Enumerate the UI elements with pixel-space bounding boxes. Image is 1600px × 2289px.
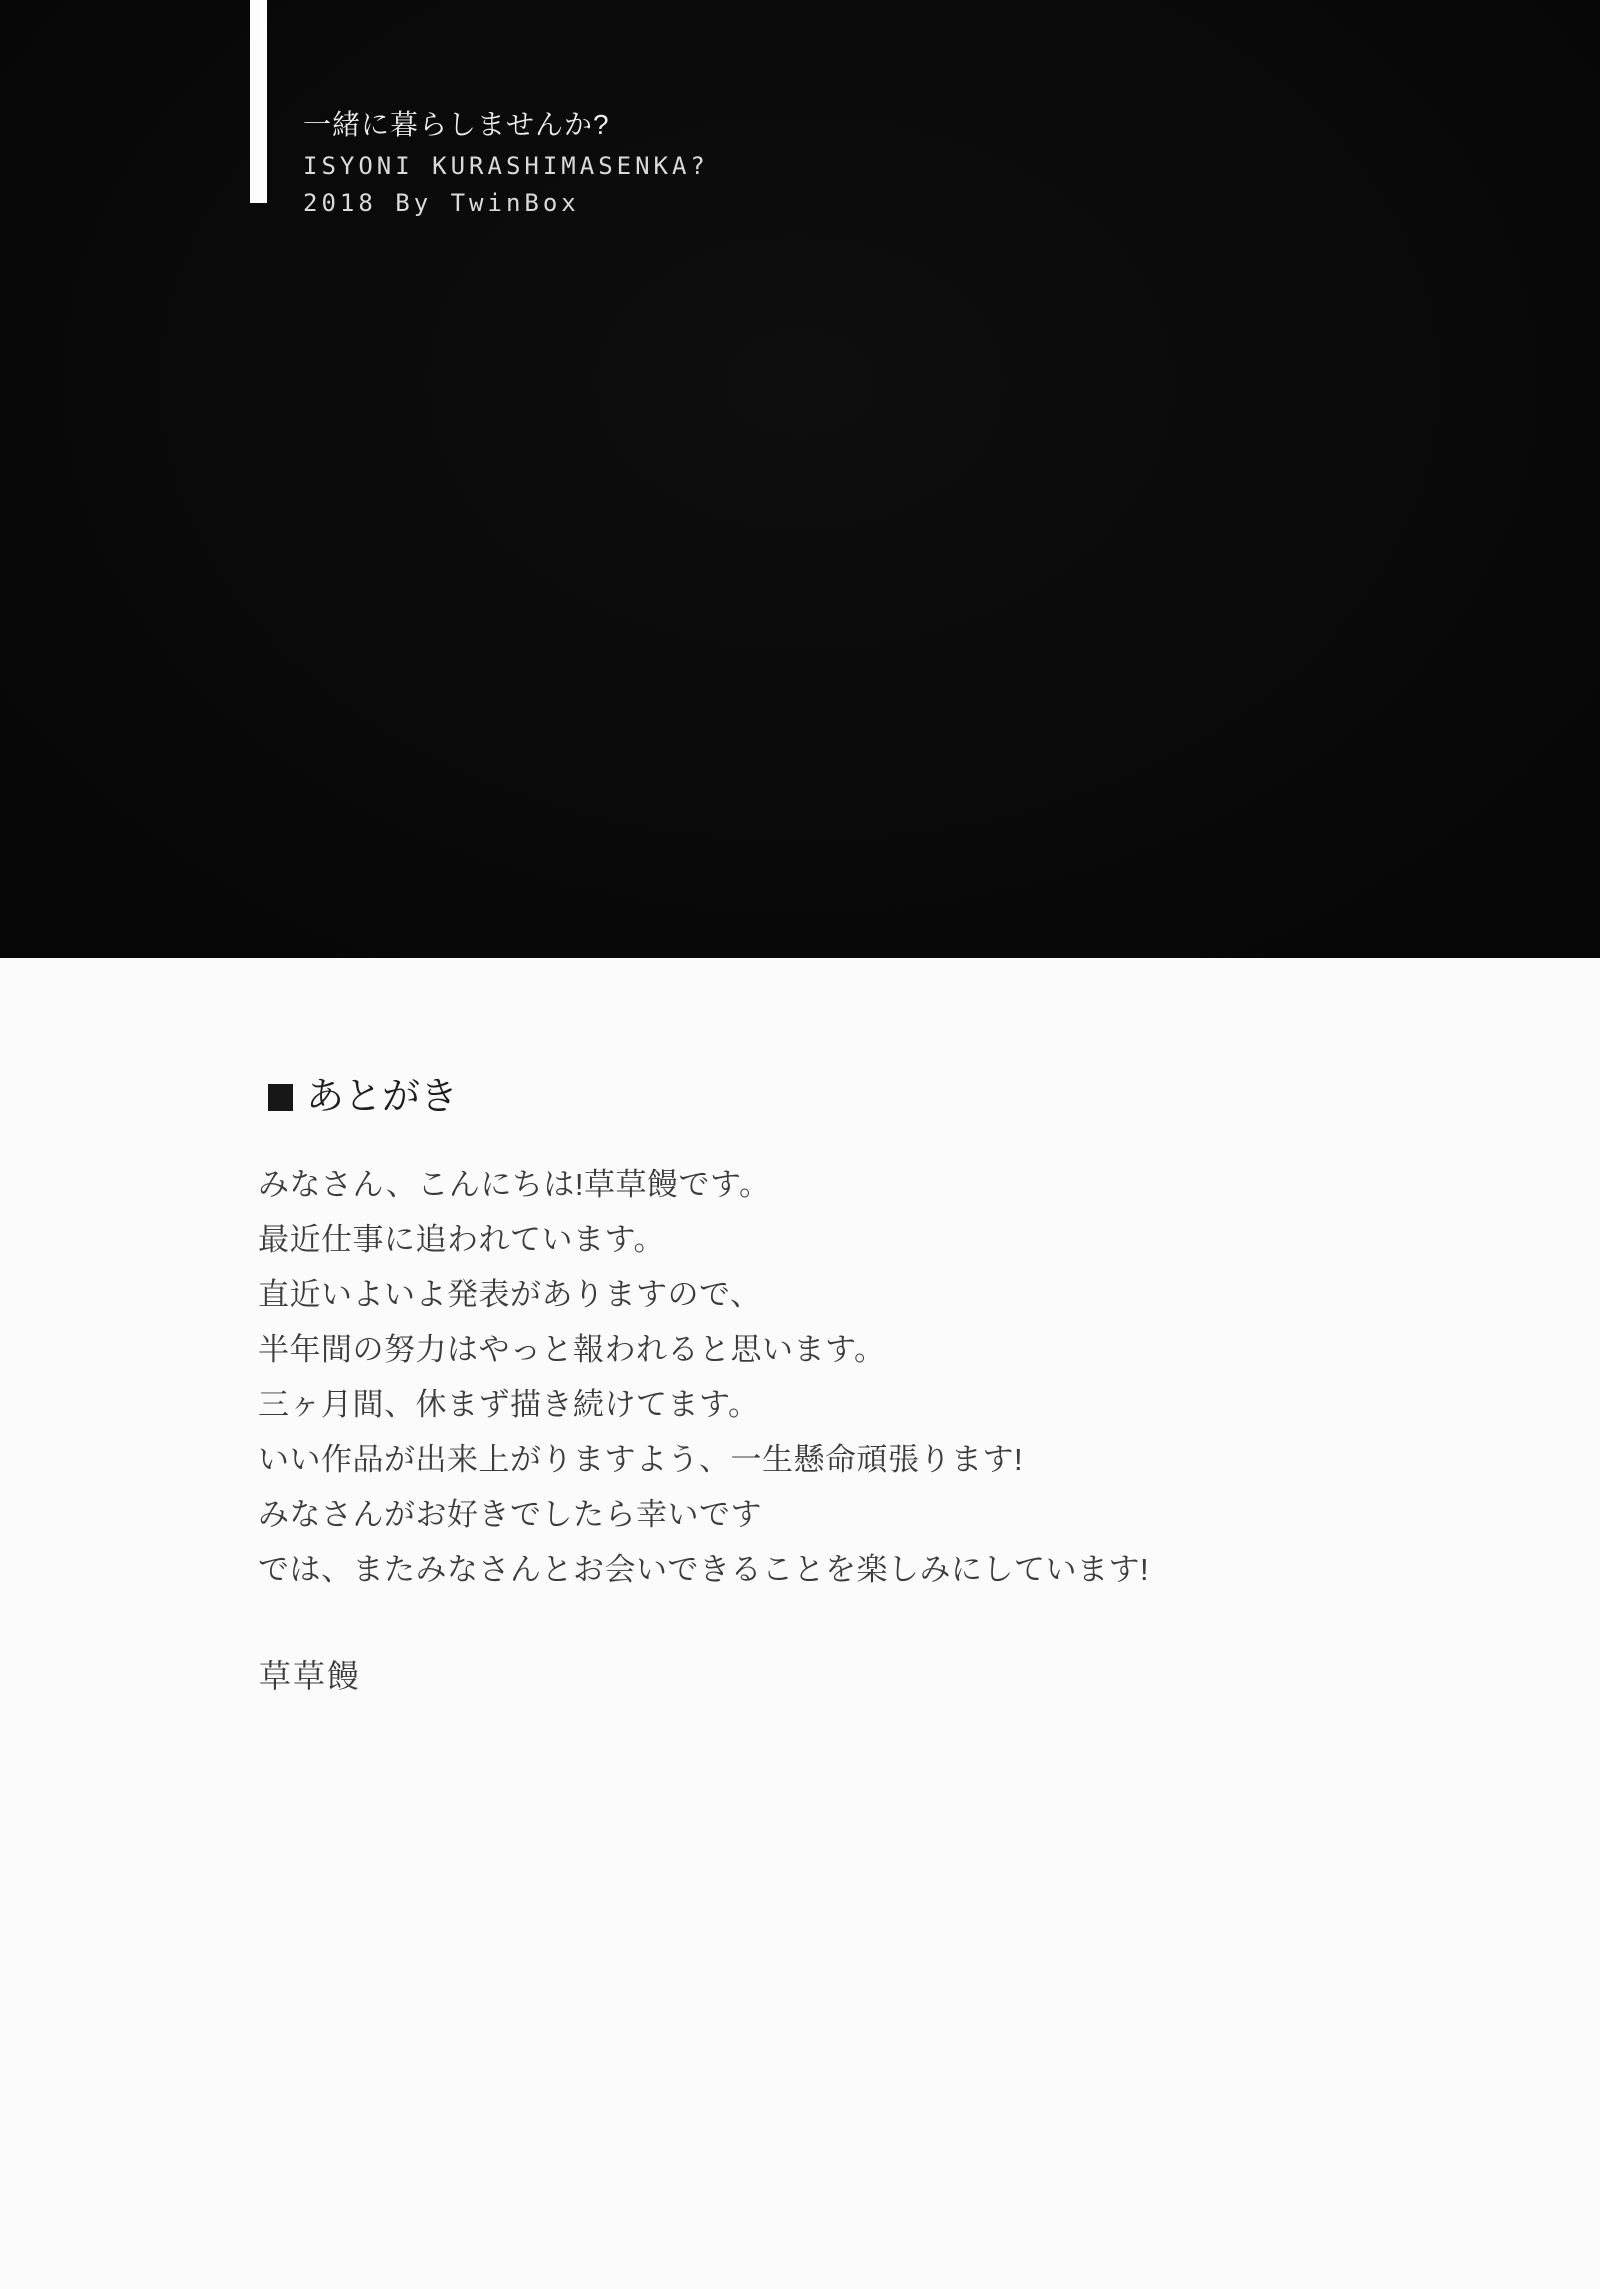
credit-line: 2018 By TwinBox <box>303 189 580 217</box>
afterword-line: 三ヶ月間、休まず描き続けてます。 <box>258 1387 760 1422</box>
title-romaji: ISYONI KURASHIMASENKA? <box>303 152 709 180</box>
afterword-line: では、またみなさんとお会いできることを楽しみにしています! <box>258 1552 1150 1587</box>
afterword-line: 最近仕事に追われています。 <box>258 1222 666 1257</box>
title-japanese: 一緒に暮らしませんか? <box>303 109 610 140</box>
square-bullet-icon <box>268 1084 293 1111</box>
afterword-line: 直近いよいよ発表がありますので、 <box>258 1277 762 1312</box>
author-signature: 草草饅 <box>259 1658 362 1694</box>
cover-band <box>0 0 1600 958</box>
afterword-heading <box>268 1078 458 1116</box>
afterword-line: みなさん、こんにちは!草草饅です。 <box>258 1167 771 1202</box>
vertical-bar-accent <box>250 0 267 203</box>
afterword-line: みなさんがお好きでしたら幸いです <box>258 1497 762 1532</box>
afterword-heading-text: あとがき <box>306 1076 459 1118</box>
title-block <box>303 111 709 215</box>
afterword-line: 半年間の努力はやっと報われると思います。 <box>258 1332 886 1367</box>
afterword-body <box>258 1157 1149 1597</box>
afterword-line: いい作品が出来上がりますよう、一生懸命頑張ります! <box>258 1442 1024 1477</box>
